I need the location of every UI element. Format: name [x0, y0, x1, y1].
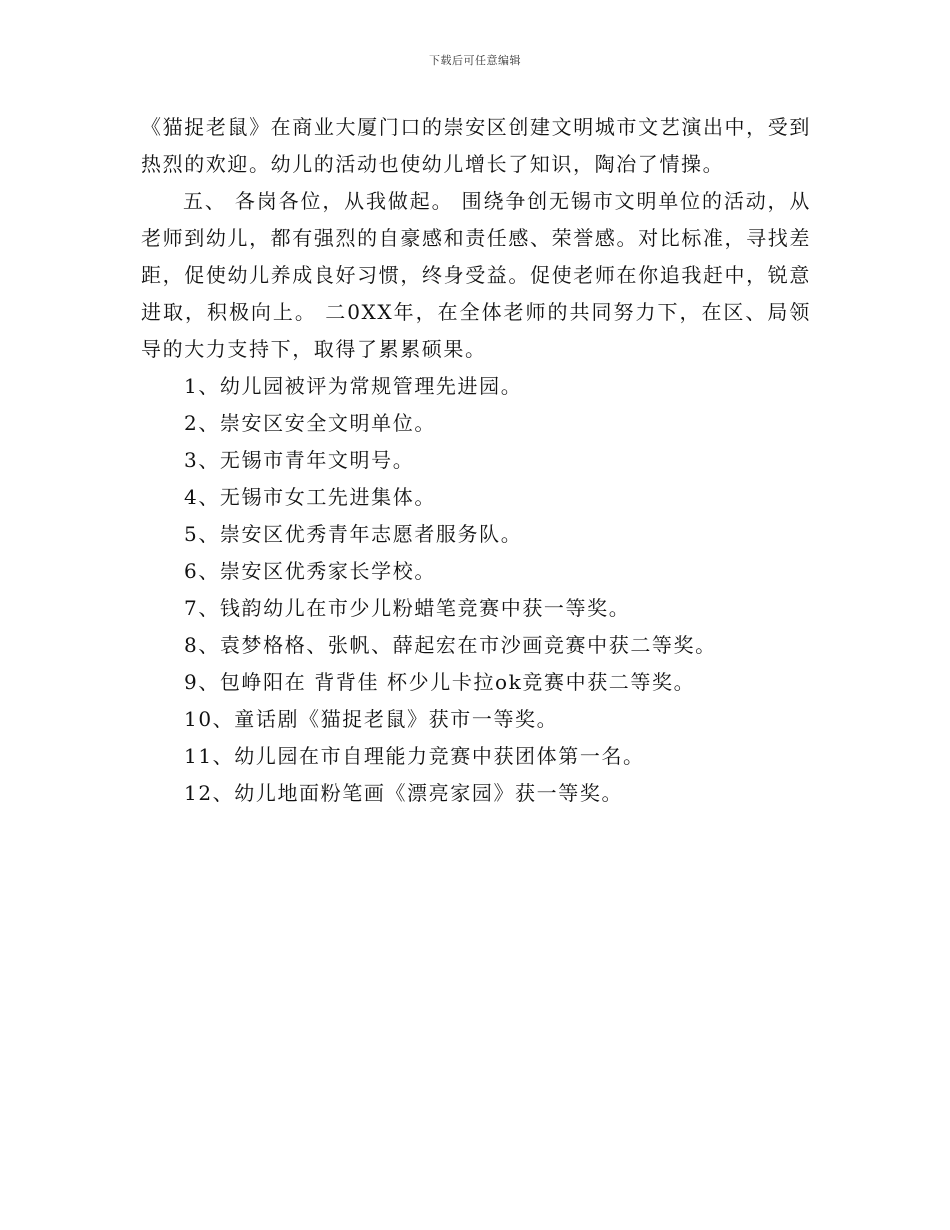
list-item: 6、崇安区优秀家长学校。 [184, 559, 436, 583]
list-item: 11、幼儿园在市自理能力竞赛中获团体第一名。 [184, 744, 645, 768]
list-item: 1、幼儿园被评为常规管理先进园。 [184, 374, 523, 398]
list-item: 3、无锡市青年文明号。 [184, 448, 415, 472]
list-item: 2、崇安区安全文明单位。 [184, 411, 436, 435]
list-item: 8、袁梦格格、张帆、薛起宏在市沙画竞赛中获二等奖。 [184, 633, 717, 657]
list-item: 12、幼儿地面粉笔画《漂亮家园》获一等奖。 [184, 781, 624, 805]
header-note: 下载后可任意编辑 [429, 54, 521, 67]
list-item: 9、包峥阳在 背背佳 杯少儿卡拉ok竞赛中获二等奖。 [184, 670, 696, 694]
list-item: 10、童话剧《猫捉老鼠》获市一等奖。 [184, 707, 559, 731]
list-item: 7、钱韵幼儿在市少儿粉蜡笔竞赛中获一等奖。 [184, 596, 631, 620]
paragraph-section-five: 五、 各岗各位，从我做起。 围绕争创无锡市文明单位的活动，从老师到幼儿，都有强烈的自豪感和责任感、荣誉感。对比标准，寻找差距，促使幼儿养成良好习惯，终身受益。促使老师在你追我赶中，锐意进取，积极向上。 二0XX年，在全体老师的共同努力下，在区、局领导的大力支持下，取得了累累硕果。 [141, 189, 811, 361]
document-body [141, 109, 811, 812]
list-item: 4、无锡市女工先进集体。 [184, 485, 436, 509]
achievements-list [141, 368, 811, 812]
paragraph-performance: 《猫捉老鼠》在商业大厦门口的崇安区创建文明城市文艺演出中，受到热烈的欢迎。幼儿的活动也使幼儿增长了知识，陶冶了情操。 [141, 115, 811, 176]
list-item: 5、崇安区优秀青年志愿者服务队。 [184, 522, 523, 546]
